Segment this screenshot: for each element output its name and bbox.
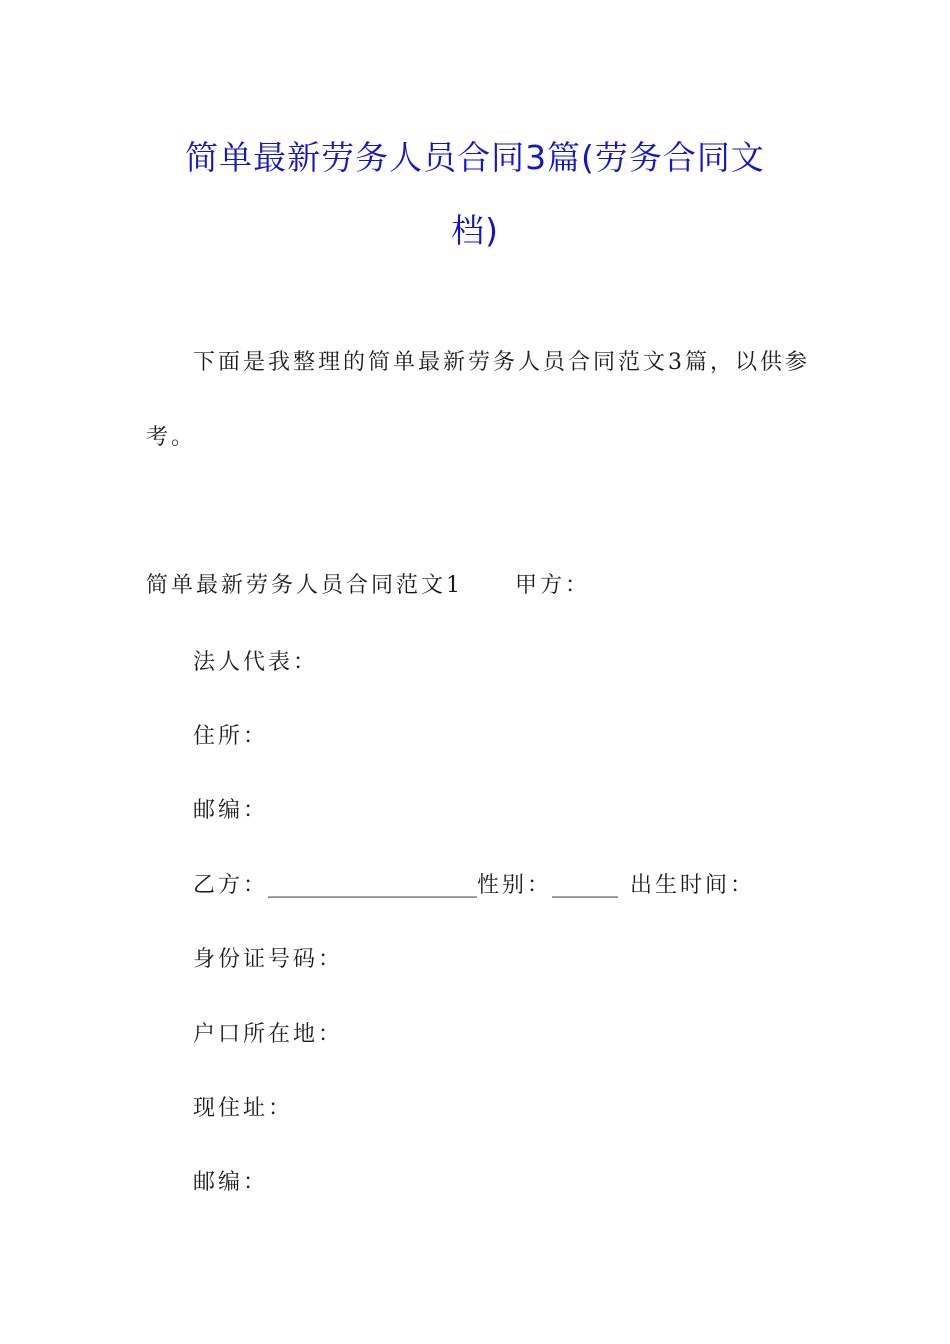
current-address-field: 现住址： [193, 1096, 294, 1121]
id-number-field: 身份证号码： [193, 947, 344, 972]
party-b-blank: ___________________ [268, 873, 478, 898]
party-b-row [193, 868, 755, 899]
birth-label: 出生时间： [630, 873, 756, 898]
document-title-line-1: 简单最新劳务人员合同3篇(劳务合同文 [185, 138, 765, 177]
gender-label: 性别： [477, 873, 553, 898]
postcode-b-field: 邮编： [193, 1170, 269, 1195]
section-heading: 简单最新劳务人员合同范文1 [146, 573, 463, 598]
address-field: 住所： [193, 724, 269, 749]
intro-paragraph-line-1: 下面是我整理的简单最新劳务人员合同范文3篇，以供参 [193, 350, 810, 375]
household-field: 户口所在地： [193, 1022, 344, 1047]
party-a-label: 甲方： [515, 573, 591, 598]
party-b-label: 乙方： [193, 873, 269, 898]
document-title-line-2: 档) [451, 211, 499, 250]
intro-paragraph-line-2: 考。 [146, 425, 197, 450]
section-heading-row [146, 568, 590, 599]
postcode-a-field: 邮编： [193, 798, 269, 823]
gender-blank: ______ [552, 873, 619, 898]
legal-rep-field: 法人代表： [193, 650, 319, 675]
